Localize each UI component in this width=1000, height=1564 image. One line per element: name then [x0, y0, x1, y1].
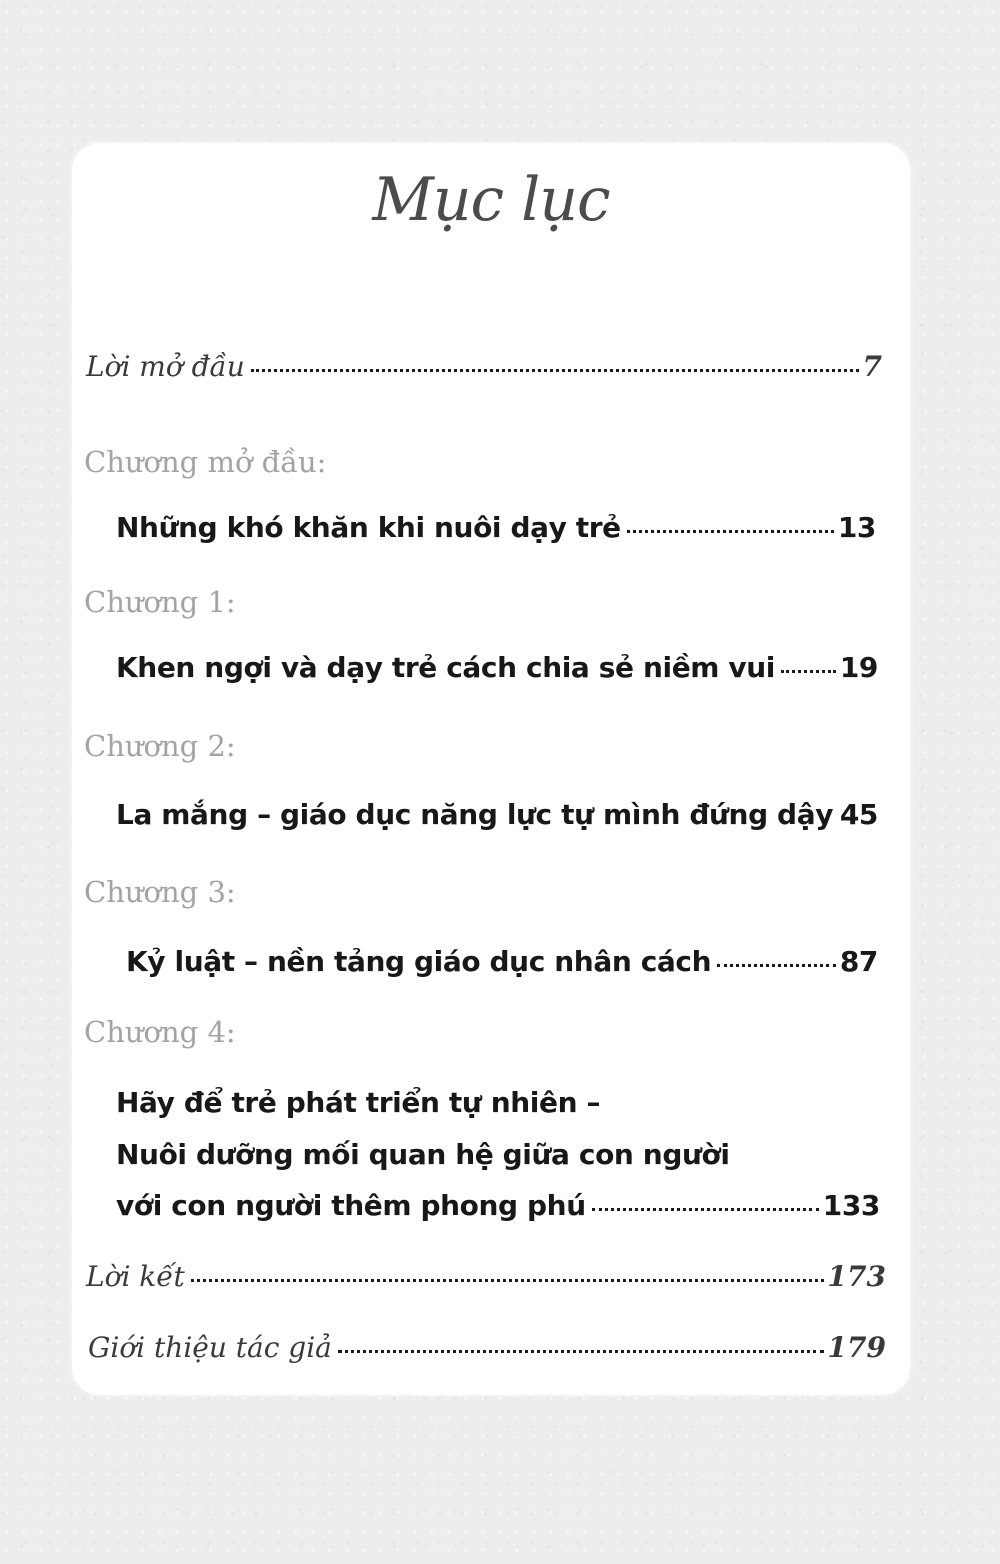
chapter-label-intro: Chương mở đầu: [84, 445, 327, 479]
toc-page-number: 7 [862, 350, 882, 383]
toc-entry-chapter-intro[interactable] [116, 511, 876, 544]
toc-page-number: 133 [822, 1189, 880, 1222]
toc-entry-chapter-1[interactable] [116, 651, 878, 684]
chapter-label-1: Chương 1: [84, 585, 236, 619]
toc-entry-title: La mắng – giáo dục năng lực tự mình đứng dậy [116, 798, 834, 831]
toc-entry-label: Giới thiệu tác giả [88, 1331, 332, 1364]
dot-leader [251, 369, 859, 372]
toc-entry-intro[interactable] [86, 350, 882, 383]
toc-page-number: 19 [839, 651, 878, 684]
chapter-label-2: Chương 2: [84, 729, 236, 763]
chapter-label-3: Chương 3: [84, 875, 236, 909]
toc-entry-conclusion[interactable] [86, 1260, 886, 1293]
toc-entry-chapter-4-line-2[interactable]: Nuôi dưỡng mối quan hệ giữa con người [116, 1138, 730, 1171]
dot-leader [592, 1208, 819, 1211]
toc-page-number: 87 [839, 945, 878, 978]
dot-leader [781, 670, 836, 673]
dot-leader [338, 1350, 824, 1353]
page-title: Mục lục [372, 165, 610, 235]
chapter-label-4: Chương 4: [84, 1015, 236, 1049]
toc-entry-chapter-4-line-1[interactable]: Hãy để trẻ phát triển tự nhiên – [116, 1086, 601, 1119]
toc-entry-title: Kỷ luật – nền tảng giáo dục nhân cách [126, 945, 712, 978]
toc-entry-title: Khen ngợi và dạy trẻ cách chia sẻ niềm vui [116, 651, 776, 684]
toc-entry-label: Lời mở đầu [86, 350, 245, 383]
toc-entry-about-author[interactable] [88, 1331, 886, 1364]
toc-entry-label: Lời kết [86, 1260, 185, 1293]
toc-page-number: 45 [839, 798, 878, 831]
dot-leader [717, 964, 836, 967]
toc-entry-chapter-3[interactable] [126, 945, 878, 978]
toc-page-number: 13 [837, 511, 876, 544]
toc-panel [72, 143, 910, 1395]
dot-leader [627, 530, 834, 533]
toc-page-number: 179 [827, 1331, 886, 1364]
toc-entry-chapter-4[interactable] [116, 1189, 880, 1222]
dot-leader [191, 1279, 824, 1282]
toc-entry-title: với con người thêm phong phú [116, 1189, 586, 1222]
toc-entry-title: Những khó khăn khi nuôi dạy trẻ [116, 511, 621, 544]
toc-entry-chapter-2[interactable] [116, 798, 878, 831]
toc-page-number: 173 [827, 1260, 886, 1293]
